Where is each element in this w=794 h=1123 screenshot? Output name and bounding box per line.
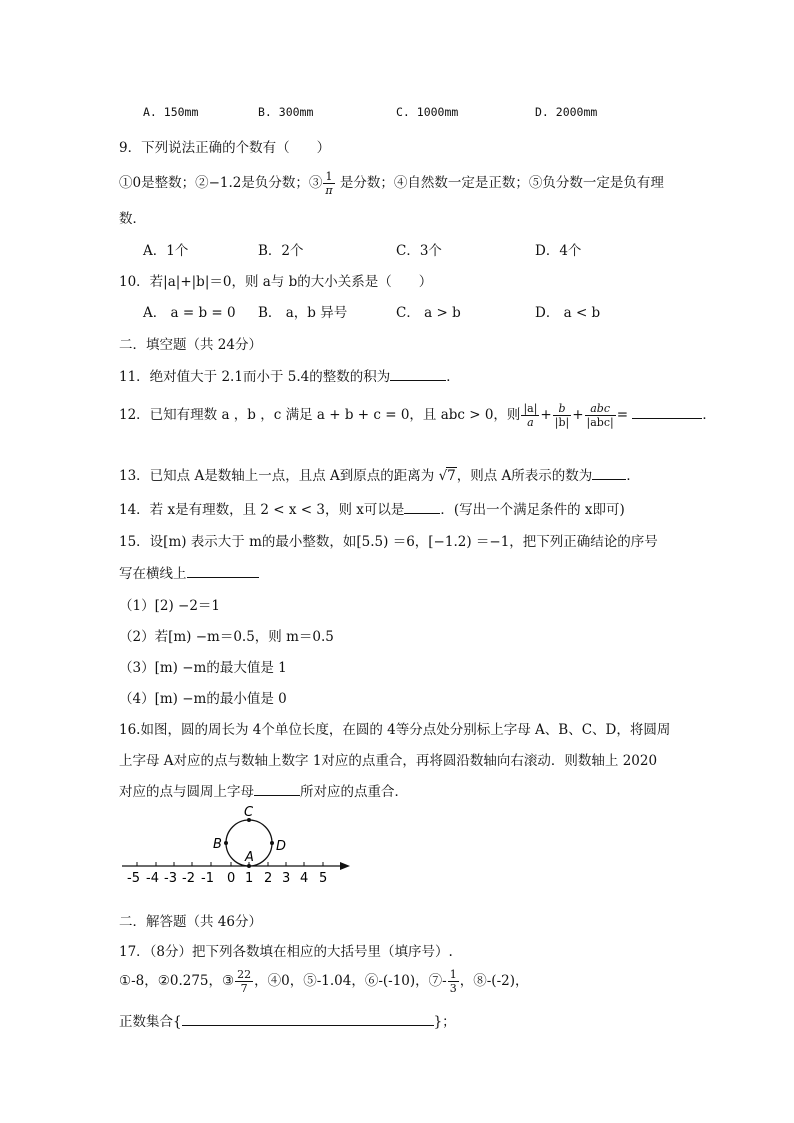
tick-label: -4 (146, 871, 159, 886)
q9-statements-part1: ①0是整数；②−1.2是负分数；③ (119, 175, 323, 191)
q9-statements-part2: 是分数；④自然数一定是正数；⑤负分数一定是负有理 (335, 175, 664, 191)
q10-option-a: A． a = b = 0 (143, 305, 236, 321)
q14-answer-blank[interactable] (404, 500, 440, 514)
fraction-numerator: b (553, 402, 571, 416)
q15-answer-blank[interactable] (187, 564, 259, 578)
q16-line3-text: 对应的点与圆周上字母 (119, 784, 254, 800)
fraction-denominator: 3 (449, 982, 457, 995)
label-d: D (276, 839, 287, 854)
tick-label: -3 (164, 871, 177, 886)
fraction-22-over-7 (235, 968, 253, 995)
positive-set-answer-blank[interactable] (182, 1012, 434, 1026)
q15-item-1: （1）[2) −2＝1 (119, 598, 220, 614)
q15-item-4: （4）[m) −m的最小值是 0 (119, 691, 287, 707)
q9-stem: 9．下列说法正确的个数有（ ） (119, 140, 331, 156)
q12-fraction-1 (521, 402, 539, 429)
plus-sign: + (540, 407, 552, 423)
tick-label: -1 (201, 871, 214, 886)
label-b: B (213, 837, 222, 852)
q8-option-c: C. 1000mm (396, 105, 459, 119)
point-b (224, 841, 228, 845)
fraction-numerator: 22 (237, 968, 252, 981)
fraction-denominator: π (325, 184, 333, 197)
q10-option-c: C． a > b (396, 305, 461, 321)
label-a: A (245, 850, 254, 865)
q15-line2 (119, 562, 259, 582)
q9-option-d: D．4个 (535, 243, 582, 259)
q14 (119, 498, 625, 518)
positive-set-end: }； (433, 1014, 456, 1030)
q12-fraction-2 (553, 402, 571, 429)
fraction-denominator: |abc| (586, 416, 614, 429)
q11-text: 11．绝对值大于 2.1而小于 5.4的整数的积为 (119, 369, 391, 385)
sqrt-sign: √ (438, 468, 448, 484)
q17-numbers-4: ，⑧- (459, 973, 492, 989)
tick-label: 4 (300, 871, 309, 886)
tick-label: 3 (282, 871, 291, 886)
tick-label: 5 (319, 871, 328, 886)
q15-line1: 15．设[m) 表示大于 m的最小整数，如[5.5) ＝6，[−1.2) ＝−1，把下列正确结论的序号 (119, 534, 658, 550)
q14-text: 14．若 x是有理数，且 2 < x < 3，则 x可以是 (119, 502, 405, 518)
q17-numbers (119, 968, 528, 995)
section-answer-title: 二．解答题（共 46分） (119, 914, 262, 930)
q14-text-2: ．(写出一个满足条件的 x即可) (440, 502, 625, 518)
q15-line2-text: 写在横线上 (119, 566, 187, 582)
q12-end: ． (702, 407, 716, 423)
axis-arrow-icon (340, 862, 350, 870)
fraction-denominator: a (527, 416, 534, 429)
tick-label: 2 (264, 871, 273, 886)
q9-statements-end: 数． (119, 211, 146, 227)
q12 (119, 402, 716, 429)
label-c: C (244, 805, 254, 820)
q13-end: ． (626, 468, 640, 484)
q8-option-a: A. 150mm (143, 105, 199, 119)
tick-label: 1 (245, 871, 254, 886)
tick-label: 0 (227, 871, 236, 886)
q8-option-b: B. 300mm (258, 105, 314, 119)
q12-answer-blank[interactable] (632, 405, 702, 419)
q13-text: 13．已知点 A是数轴上一点，且点 A到原点的距离为 (119, 468, 435, 484)
number-line-circle-figure (118, 798, 358, 890)
q16-line3 (119, 780, 408, 800)
axis-number-labels (127, 871, 327, 886)
q15-item-3: （3）[m) −m的最大值是 1 (119, 660, 287, 676)
plus-sign: + (572, 407, 584, 423)
sqrt-radicand: 7 (447, 468, 456, 484)
q9-option-c: C．3个 (396, 243, 442, 259)
q10-option-b: B． a，b 异号 (258, 305, 348, 321)
fraction-one-over-pi (323, 170, 334, 197)
q13 (119, 464, 640, 484)
q13-answer-blank[interactable] (592, 466, 626, 480)
q17-positive-set (119, 1010, 456, 1030)
q13-text-2: ，则点 A所表示的数为 (456, 468, 593, 484)
q11 (119, 365, 460, 385)
q12-text: 12．已知有理数 a ，b ，c 满足 a + b + c = 0，且 abc > 0，则 (119, 407, 521, 423)
q15-item-2: （2）若[m) −m＝0.5，则 m＝0.5 (119, 629, 334, 645)
q16-line1: 16.如图，圆的周长为 4个单位长度，在圆的 4等分点处分别标上字母 A、B、C、D，将圆周 (119, 722, 671, 738)
q11-end: ． (446, 369, 460, 385)
fraction-denominator: 7 (240, 982, 248, 995)
q10-stem: 10．若|a|+|b|＝0，则 a与 b的大小关系是（ ） (119, 274, 433, 290)
fraction-numerator: 1 (323, 170, 334, 184)
q11-answer-blank[interactable] (390, 367, 446, 381)
tick-label: -5 (127, 871, 140, 886)
q10-option-d: D． a < b (535, 305, 601, 321)
fraction-numerator: 1 (449, 968, 457, 981)
q16-line3-end: 所对应的点重合． (300, 784, 408, 800)
q17-numbers-1: ①-8，②0.275，③ (119, 973, 235, 989)
q16-line2: 上字母 A对应的点与数轴上数字 1对应的点重合，再将圆沿数轴向右滚动．则数轴上 2020 (119, 753, 658, 769)
q17-stem: 17．（8分）把下列各数填在相应的大括号里（填序号）. (119, 944, 453, 960)
equals-sign: = (616, 407, 629, 423)
q9-option-b: B．2个 (258, 243, 304, 259)
q16-answer-blank[interactable] (254, 782, 300, 796)
fraction-numerator: abc (585, 402, 616, 416)
fraction-denominator: |b| (554, 416, 570, 429)
q17-numbers-2: ，④0，⑤-1.04，⑥- (254, 973, 383, 989)
tick-label: -2 (182, 871, 195, 886)
q9-option-a: A．1个 (143, 243, 189, 259)
q17-numbers-5: ， (514, 973, 529, 989)
q12-fraction-3 (585, 402, 616, 429)
fraction-numerator: |a| (523, 402, 538, 415)
fraction-1-over-3 (448, 968, 459, 995)
section-fill-in-title: 二．填空题（共 24分） (119, 337, 262, 353)
q17-numbers-2b: (-10) (382, 973, 416, 989)
q17-numbers-4b: (-2) (491, 973, 515, 989)
q9-statements (119, 170, 664, 197)
q17-numbers-3: ，⑦- (415, 973, 447, 989)
positive-set-label: 正数集合{ (119, 1014, 182, 1030)
q8-option-d: D. 2000mm (535, 105, 598, 119)
point-d (270, 841, 274, 845)
